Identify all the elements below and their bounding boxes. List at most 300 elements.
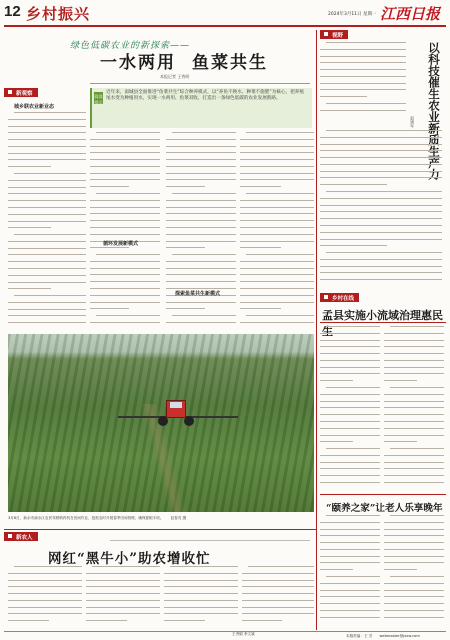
section-label-village-online: 乡村在线 (320, 293, 359, 302)
photo-caption: 3月8日，新余市渝水区农民驾驶喷药机在田间作业，抢抓农时开展春季田间管理，确保夏粮丰收。 赵春亮 摄 (8, 516, 187, 520)
text-line (384, 617, 444, 623)
text-line (384, 462, 444, 468)
article-column-2 (90, 132, 160, 330)
text-line (320, 69, 406, 75)
text-line (246, 315, 314, 321)
text-line (90, 207, 160, 213)
text-line (172, 193, 236, 199)
text-line (86, 613, 160, 619)
text-line (240, 152, 314, 158)
feature-rule (90, 83, 310, 84)
text-line (90, 213, 160, 219)
text-line (90, 274, 160, 280)
section-label-new-observation: 新观察 (4, 88, 38, 97)
text-line (326, 191, 442, 197)
feature-title (100, 48, 268, 73)
text-line (326, 387, 380, 393)
text-line (384, 522, 444, 528)
text-line (8, 309, 86, 315)
section-label-vision: 视野 (320, 30, 348, 39)
text-line (390, 326, 444, 332)
text-line (320, 542, 380, 548)
text-line (8, 207, 86, 213)
text-line (166, 241, 236, 247)
text-line (320, 407, 380, 413)
text-line (320, 83, 406, 89)
text-line (8, 607, 82, 613)
text-line (14, 173, 86, 179)
feature-kicker: 绿色低碳农业的新探索—— (70, 41, 191, 51)
text-line (320, 137, 442, 143)
text-line (384, 414, 444, 420)
text-line (320, 590, 380, 596)
text-line (320, 150, 442, 156)
text-line (164, 613, 238, 619)
bottom-column-3 (164, 566, 238, 628)
right-column-text-4 (384, 326, 444, 490)
text-line (320, 380, 353, 386)
text-line (320, 522, 380, 528)
text-line (320, 76, 406, 82)
text-line (96, 193, 160, 199)
text-line (166, 173, 236, 179)
text-line (14, 112, 86, 118)
text-line (240, 274, 314, 280)
bottom-column-4 (242, 566, 314, 628)
text-line (90, 322, 160, 328)
page-number: 12 (4, 3, 21, 20)
text-line (326, 252, 442, 258)
text-line (8, 254, 86, 260)
text-line (164, 600, 238, 606)
text-line (8, 119, 86, 125)
tractor-window (170, 402, 182, 408)
text-line (320, 401, 380, 407)
text-line (166, 139, 236, 145)
text-line (320, 218, 442, 224)
text-line (240, 207, 314, 213)
text-line (240, 146, 314, 152)
lead-tag: 阅读提示 (94, 94, 103, 105)
text-line (14, 566, 82, 572)
text-line (8, 586, 82, 592)
text-line (8, 302, 86, 308)
text-line (320, 535, 380, 541)
section-divider (4, 529, 316, 530)
text-line (384, 353, 444, 359)
text-line (90, 159, 160, 165)
text-line (384, 583, 444, 589)
text-line (384, 455, 444, 461)
text-line (166, 261, 236, 267)
text-line (320, 340, 380, 346)
text-line (320, 617, 380, 623)
text-line (90, 308, 129, 314)
text-line (320, 475, 380, 481)
text-line (8, 132, 86, 138)
article-column-1 (8, 112, 86, 330)
mid-heading: 循环发展新模式 (103, 241, 139, 247)
text-line (240, 247, 281, 253)
text-line (320, 279, 442, 285)
text-line (384, 373, 444, 379)
text-line (384, 562, 444, 568)
feature-byline: 本报记者 王秀明 (160, 74, 190, 79)
text-line (384, 535, 444, 541)
text-line (320, 171, 442, 177)
text-line (240, 288, 314, 294)
text-line (320, 468, 380, 474)
text-line (240, 322, 314, 328)
text-line (90, 186, 129, 192)
text-line (240, 308, 281, 314)
text-line (326, 130, 442, 136)
text-line (320, 272, 442, 278)
text-line (320, 232, 442, 238)
text-line (320, 245, 387, 251)
text-line (320, 96, 367, 102)
text-line (240, 261, 314, 267)
text-line (320, 62, 406, 68)
text-line (8, 166, 51, 172)
text-line (166, 186, 205, 192)
text-line (240, 159, 314, 165)
text-line (8, 573, 82, 579)
text-line (8, 288, 51, 294)
left-subheading: 城乡联农业新业态 (14, 104, 55, 110)
text-line (246, 132, 314, 138)
text-line (8, 200, 86, 206)
text-line (8, 261, 86, 267)
text-line (320, 177, 442, 183)
text-line (384, 610, 444, 616)
text-line (90, 288, 160, 294)
text-line (240, 227, 314, 233)
feature-title-part-b: 鱼菜共生 (192, 53, 268, 73)
text-line (320, 394, 380, 400)
text-line (384, 596, 444, 602)
text-line (164, 573, 238, 579)
bottom-column-2 (86, 566, 160, 628)
text-line (166, 179, 236, 185)
text-line (92, 566, 160, 572)
text-line (384, 549, 444, 555)
right-column-text-5 (320, 515, 380, 628)
text-line (320, 89, 406, 95)
text-line (320, 441, 353, 447)
text-line (90, 227, 160, 233)
text-line (86, 586, 160, 592)
text-line (240, 179, 314, 185)
text-line (384, 529, 444, 535)
text-line (166, 308, 205, 314)
text-line (90, 200, 160, 206)
text-line (166, 146, 236, 152)
text-line (326, 576, 380, 582)
text-line (166, 247, 205, 253)
text-line (164, 607, 238, 613)
text-line (240, 295, 314, 301)
issue-date: 2024年3月11日 星期一 (328, 12, 377, 17)
text-line (384, 556, 444, 562)
text-line (240, 241, 314, 247)
text-line (320, 529, 380, 535)
text-line (90, 173, 160, 179)
text-line (384, 394, 444, 400)
text-line (384, 380, 417, 386)
article-column-3 (166, 132, 236, 330)
text-line (242, 620, 282, 626)
section-label-new-farmer: 新农人 (4, 532, 38, 541)
text-line (242, 593, 314, 599)
text-line (320, 333, 380, 339)
right-article-title-3: “颐养之家”让老人乐享晚年 (326, 503, 443, 514)
tractor-icon (148, 394, 208, 430)
mid-heading-2: 探索鱼菜共生新模式 (175, 291, 221, 297)
text-line (240, 220, 314, 226)
text-line (242, 613, 314, 619)
tractor-wheel (184, 416, 194, 426)
text-line (90, 281, 160, 287)
text-line (164, 580, 238, 586)
text-line (384, 333, 444, 339)
right-column-text-1 (320, 42, 406, 122)
masthead-rule (4, 25, 446, 27)
text-line (384, 367, 444, 373)
text-line (320, 596, 380, 602)
text-line (170, 566, 238, 572)
text-line (8, 221, 86, 227)
text-line (240, 186, 281, 192)
section-title: 乡村振兴 (26, 7, 91, 23)
text-line (166, 220, 236, 226)
text-line (8, 282, 86, 288)
text-line (384, 603, 444, 609)
text-line (320, 556, 380, 562)
lead-text: 近年来，南城县全面推进“鱼菜共生”综合种养模式，以“养鱼不换水、种菜不施肥”为核心，把养殖尾水变为种植用水，实现一水两用、鱼菜双收，打造出一条绿色低碳的农业发展新路。 (106, 90, 304, 102)
text-line (384, 569, 417, 575)
text-line (166, 274, 236, 280)
text-line (8, 139, 86, 145)
bottom-article-title: 网红“黑牛小”助农增收忙 (48, 551, 211, 567)
text-line (8, 146, 86, 152)
text-line (320, 225, 442, 231)
text-line (320, 198, 442, 204)
right-rule-3 (320, 494, 446, 495)
text-line (384, 475, 444, 481)
right-column-text-6 (384, 515, 444, 628)
text-line (166, 207, 236, 213)
text-line (8, 227, 51, 233)
text-line (240, 213, 314, 219)
text-line (240, 173, 314, 179)
text-line (8, 322, 86, 328)
text-line (86, 580, 160, 586)
text-line (320, 562, 380, 568)
text-line (166, 152, 236, 158)
text-line (320, 164, 442, 170)
text-line (390, 515, 444, 521)
text-line (166, 227, 236, 233)
text-line (90, 247, 129, 253)
text-line (8, 593, 82, 599)
text-line (166, 322, 236, 328)
text-line (320, 414, 380, 420)
text-line (320, 266, 442, 272)
bottom-column-1 (8, 566, 82, 628)
text-line (164, 593, 238, 599)
text-line (240, 200, 314, 206)
text-line (8, 159, 86, 165)
text-line (96, 132, 160, 138)
text-line (90, 295, 160, 301)
text-line (320, 346, 380, 352)
text-line (14, 234, 86, 240)
text-line (8, 241, 86, 247)
text-line (320, 569, 353, 575)
text-line (8, 315, 86, 321)
column-rule (316, 30, 317, 630)
text-line (384, 428, 444, 434)
text-line (8, 187, 86, 193)
text-line (166, 268, 236, 274)
text-line (384, 441, 417, 447)
text-line (166, 234, 236, 240)
text-line (246, 254, 314, 260)
text-line (166, 200, 236, 206)
text-line (8, 248, 86, 254)
text-line (384, 340, 444, 346)
text-line (384, 468, 444, 474)
text-line (320, 435, 380, 441)
text-line (384, 346, 444, 352)
text-line (320, 373, 380, 379)
text-line (90, 261, 160, 267)
text-line (320, 239, 442, 245)
text-line (164, 586, 238, 592)
text-line (14, 295, 86, 301)
text-line (384, 435, 444, 441)
text-line (320, 583, 380, 589)
text-line (240, 281, 314, 287)
text-line (166, 302, 236, 308)
text-line (384, 482, 444, 488)
text-line (86, 593, 160, 599)
bottom-byline: 王秀娟 李文斌 (232, 632, 255, 636)
text-line (320, 455, 380, 461)
text-line (90, 234, 160, 240)
text-line (86, 600, 160, 606)
text-line (326, 326, 380, 332)
text-line (242, 600, 314, 606)
text-line (96, 254, 160, 260)
text-line (326, 42, 406, 48)
text-line (8, 153, 86, 159)
text-line (320, 367, 380, 373)
text-line (320, 549, 380, 555)
text-line (8, 268, 86, 274)
text-line (384, 421, 444, 427)
text-line (96, 315, 160, 321)
text-line (320, 211, 442, 217)
text-line (240, 234, 314, 240)
text-line (326, 515, 380, 521)
text-line (240, 139, 314, 145)
text-line (240, 268, 314, 274)
text-line (172, 315, 236, 321)
text-line (320, 205, 442, 211)
text-line (320, 49, 406, 55)
text-line (90, 166, 160, 172)
text-line (90, 220, 160, 226)
text-line (320, 157, 442, 163)
text-line (320, 610, 380, 616)
text-line (8, 620, 49, 626)
bottom-kicker-rule (110, 540, 310, 541)
text-line (8, 126, 86, 132)
text-line (240, 302, 314, 308)
text-line (86, 620, 127, 626)
text-line (246, 193, 314, 199)
text-line (90, 146, 160, 152)
text-line (326, 448, 380, 454)
text-line (242, 607, 314, 613)
text-line (8, 580, 82, 586)
text-line (320, 603, 380, 609)
text-line (8, 600, 82, 606)
field-photo (8, 334, 314, 512)
footer-rule (4, 631, 446, 632)
text-line (390, 387, 444, 393)
text-line (242, 573, 314, 579)
text-line (320, 360, 380, 366)
text-line (384, 401, 444, 407)
text-line (90, 268, 160, 274)
masthead (0, 0, 450, 26)
right-vertical-byline: 赵建军 (410, 116, 415, 128)
text-line (326, 103, 406, 109)
text-line (320, 353, 380, 359)
text-line (320, 110, 406, 116)
text-line (240, 166, 314, 172)
right-vertical-title: 以科技催生农业新质生产力 (427, 42, 441, 180)
text-line (320, 428, 380, 434)
text-line (384, 542, 444, 548)
text-line (172, 254, 236, 260)
article-column-4 (240, 132, 314, 330)
text-line (86, 573, 160, 579)
newspaper-logo: 江西日报 (380, 5, 441, 23)
text-line (90, 139, 160, 145)
text-line (8, 193, 86, 199)
text-line (166, 166, 236, 172)
text-line (320, 462, 380, 468)
text-line (242, 586, 314, 592)
text-line (320, 421, 380, 427)
text-line (320, 56, 406, 62)
text-line (390, 576, 444, 582)
text-line (384, 360, 444, 366)
text-line (8, 275, 86, 281)
right-column-text-2 (320, 130, 442, 290)
text-line (242, 580, 314, 586)
text-line (8, 214, 86, 220)
text-line (390, 448, 444, 454)
text-line (90, 152, 160, 158)
text-line (320, 482, 380, 488)
text-line (90, 302, 160, 308)
text-line (166, 159, 236, 165)
